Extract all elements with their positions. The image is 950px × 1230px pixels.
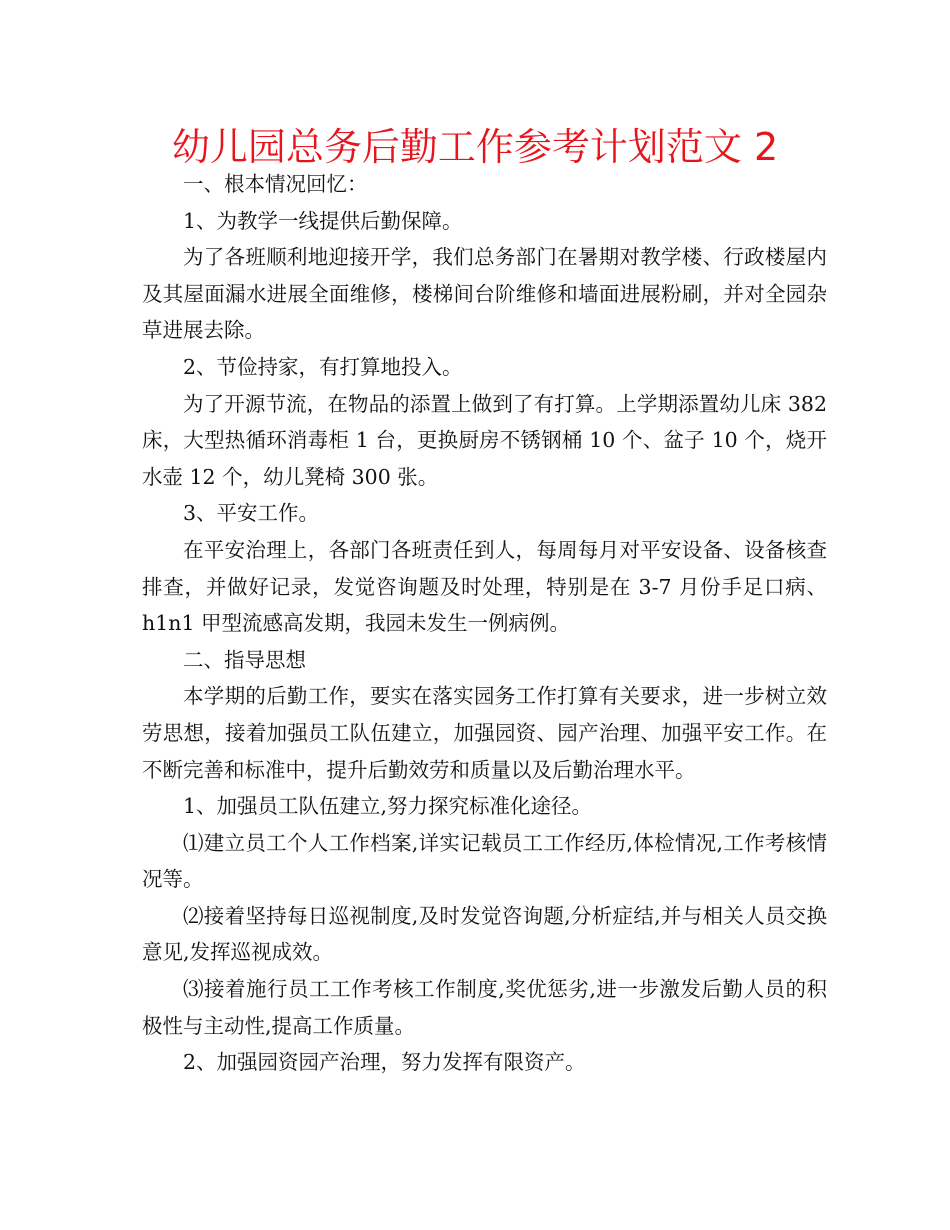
item-heading-frugality: 2、节俭持家，有打算地投入。 bbox=[183, 354, 463, 379]
item-heading-safety: 3、平安工作。 bbox=[183, 501, 320, 526]
section-heading-review: 一、根本情况回忆： bbox=[183, 172, 368, 196]
document-title: 幼儿园总务后勤工作参考计划范文 2 bbox=[171, 125, 779, 169]
item-heading-logistics-support: 1、为教学一线提供后勤保障。 bbox=[183, 208, 463, 233]
paragraph-purchases: 为了开源节流，在物品的添置上做到了有打算。上学期添置幼儿床 382 床，大型热循环消毒柜 1 台，更换厨房不锈钢桶 10 个、盆子 10 个，烧开水壶 12 个，幼儿凳椅 300 张。 bbox=[142, 391, 827, 489]
subitem-daily-inspection: ⑵接着坚持每日巡视制度,及时发觉咨询题,分析症结,并与相关人员交换意见,发挥巡视成效。 bbox=[142, 903, 827, 965]
item-heading-staff: 1、加强员工队伍建立,努力探究标准化途径。 bbox=[183, 794, 593, 819]
paragraph-guidance: 本学期的后勤工作，要实在落实园务工作打算有关要求，进一步树立效劳思想，接着加强员工队伍建立，加强园资、园产治理、加强平安工作。在不断完善和标准中，提升后勤效劳和质量以及后勤治理水平。 bbox=[142, 684, 827, 782]
section-heading-guidance: 二、指导思想 bbox=[183, 647, 306, 672]
item-heading-assets: 2、加强园资园产治理，努力发挥有限资产。 bbox=[183, 1050, 586, 1075]
subitem-assessment: ⑶接着施行员工工作考核工作制度,奖优惩劣,进一步激发后勤人员的积极性与主动性,提高工作质量。 bbox=[142, 977, 827, 1038]
paragraph-safety: 在平安治理上，各部门各班责任到人，每周每月对平安设备、设备核查排查，并做好记录，发觉咨询题及时处理，特别是在 3-7 月份手足口病、h1n1 甲型流感高发期，我园未发生一例病例。 bbox=[142, 537, 827, 636]
subitem-staff-files: ⑴建立员工个人工作档案,详实记载员工工作经历,体检情况,工作考核情况等。 bbox=[142, 830, 827, 892]
paragraph-repairs: 为了各班顺利地迎接开学，我们总务部门在暑期对教学楼、行政楼屋内及其屋面漏水进展全面维修，楼梯间台阶维修和墙面进展粉刷，并对全园杂草进展去除。 bbox=[142, 245, 827, 343]
document-body bbox=[142, 166, 827, 1081]
